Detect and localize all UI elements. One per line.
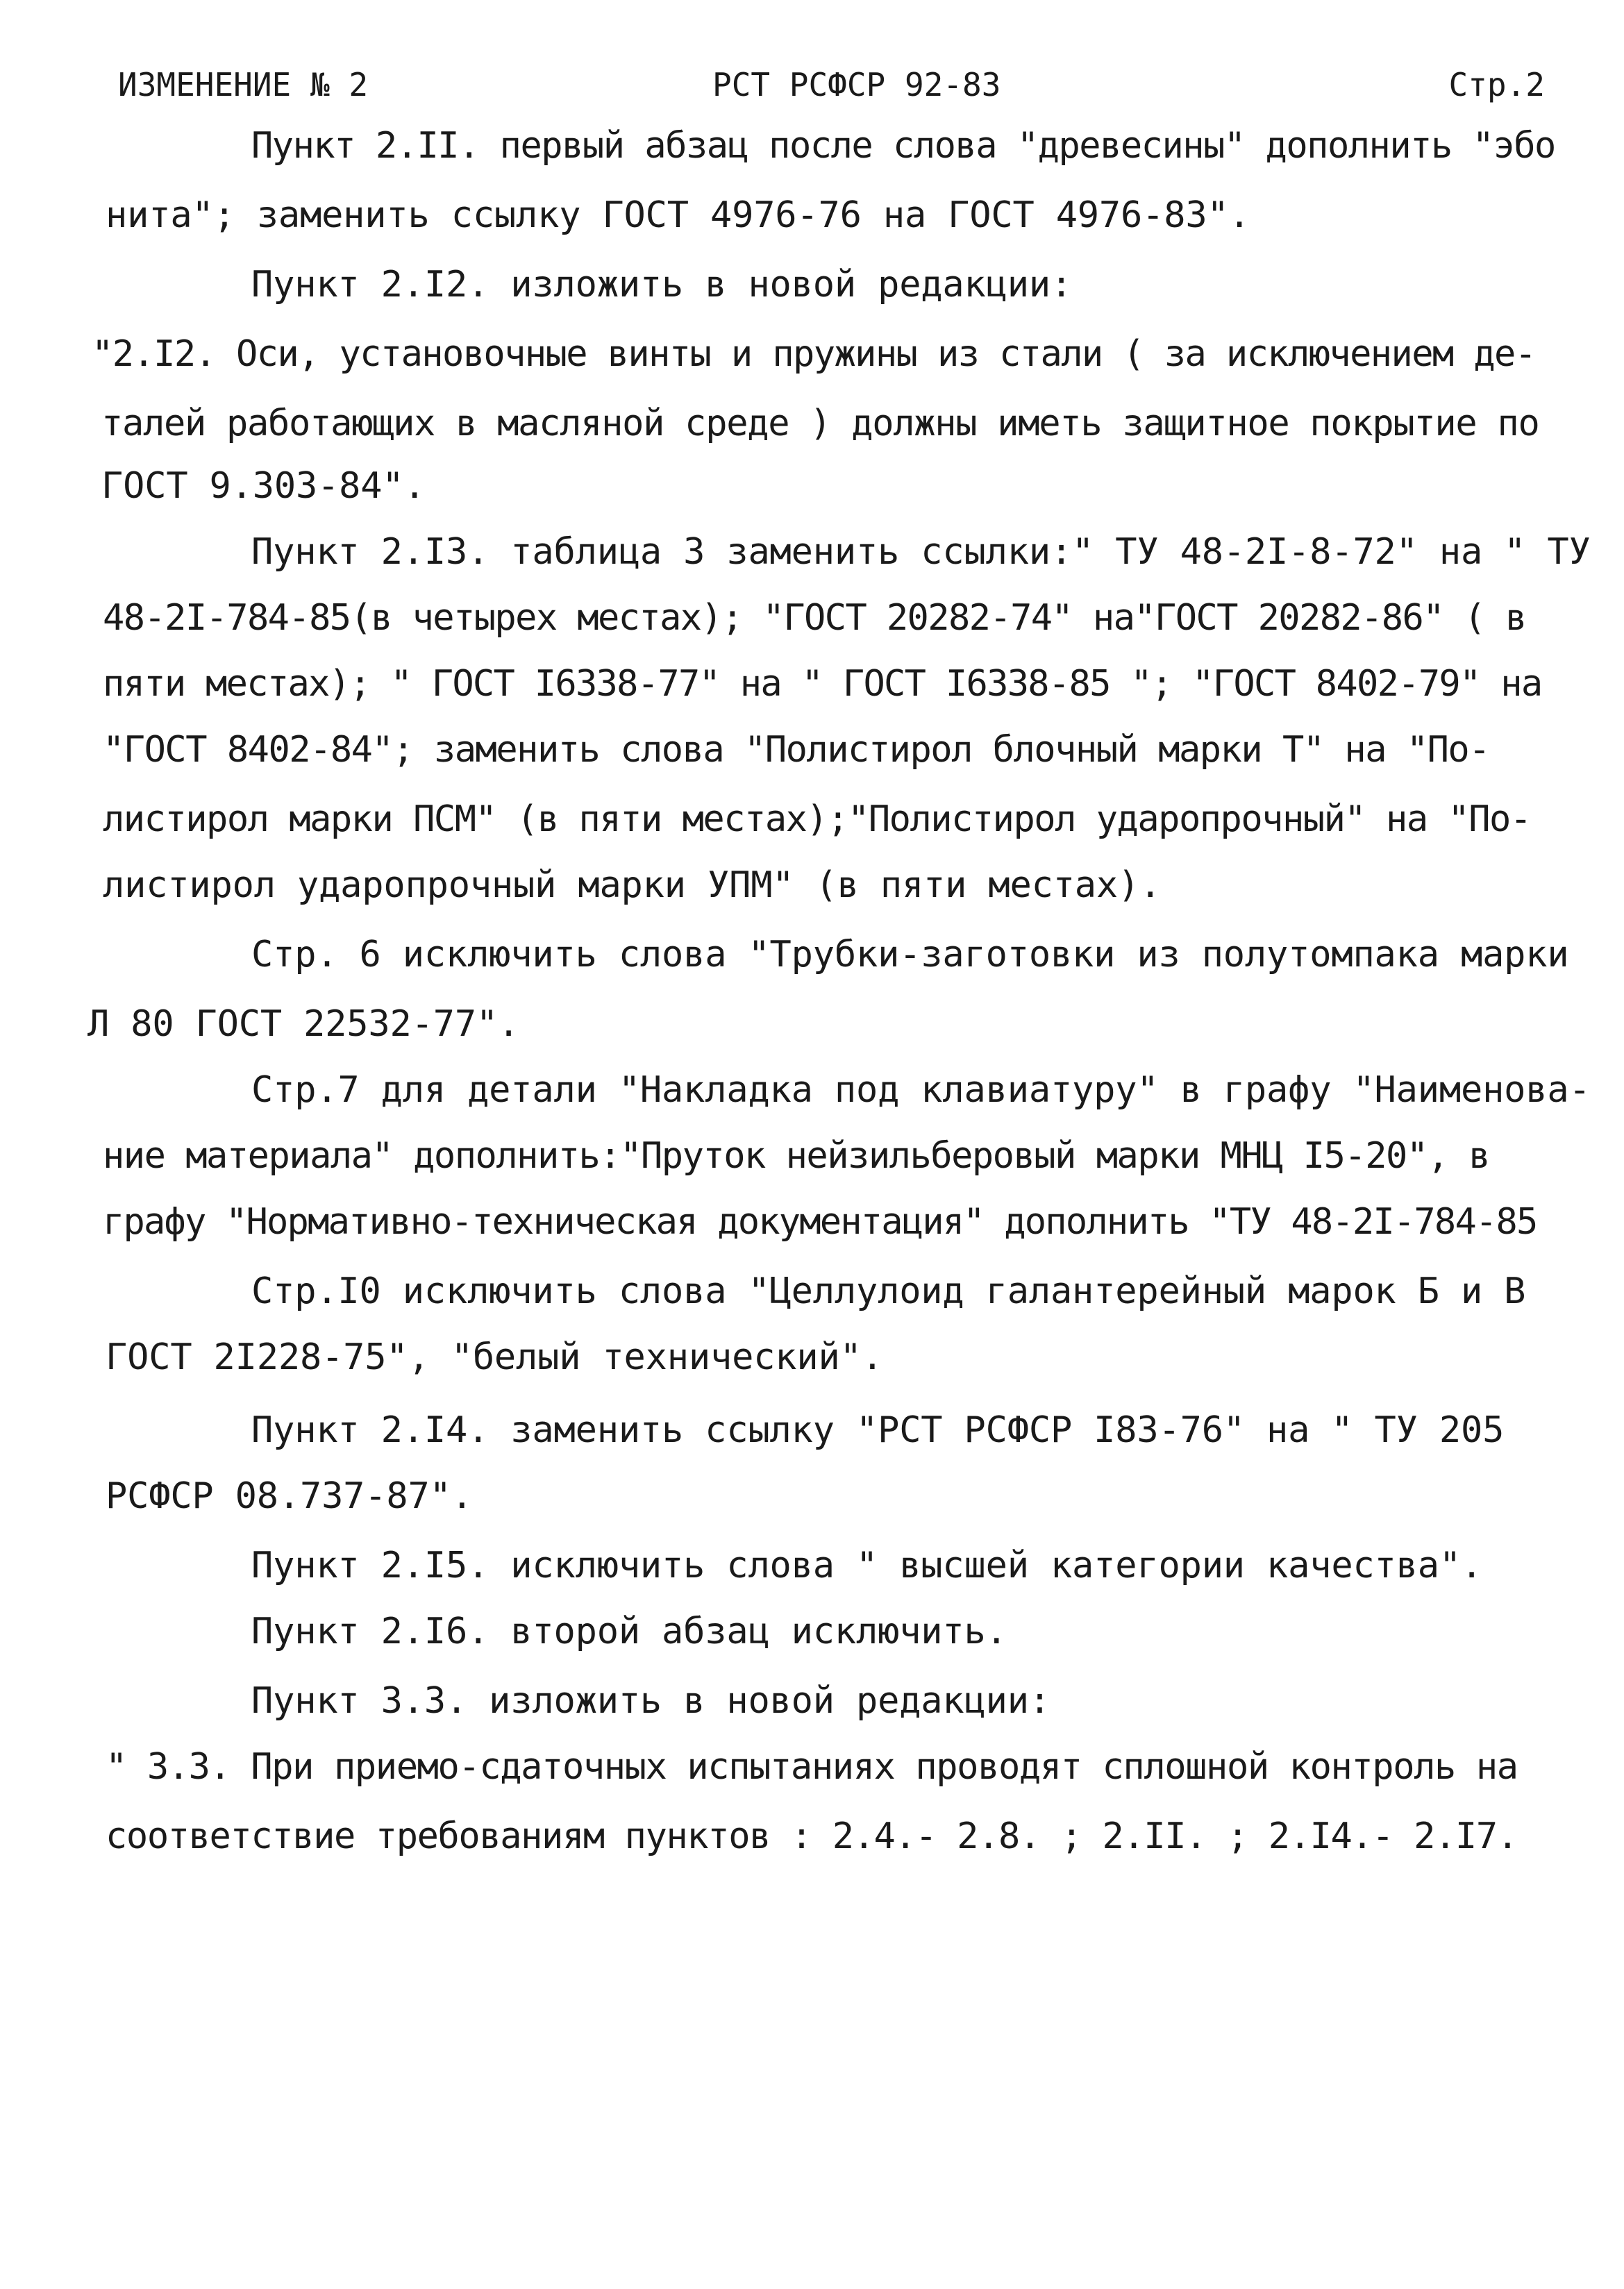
text-line: листирол марки ПСМ" (в пяти местах);"Полистирол ударопрочный" на "По-	[103, 798, 1531, 840]
text-line: " 3.3. При приемо-сдаточных испытаниях проводят сплошной контроль на	[106, 1746, 1518, 1788]
text-line: Стр.I0 исключить слова "Целлулоид галантерейный марок Б и В	[251, 1271, 1526, 1312]
text-line: графу "Нормативно-техническая документация" дополнить "ТУ 48-2I-784-85	[103, 1201, 1537, 1243]
text-line: Стр.7 для детали "Накладка под клавиатуру" в графу "Наименова-	[251, 1069, 1591, 1111]
text-line: Пункт 2.I4. заменить ссылку "РСТ РСФСР I83-76" на " ТУ 205	[251, 1409, 1505, 1451]
change-number: ИЗМЕНЕНИЕ № 2	[118, 66, 369, 103]
text-line: ние материала" дополнить:"Пруток нейзильберовый марки МНЦ I5-20", в	[103, 1135, 1490, 1177]
page-number: Стр.2	[1448, 66, 1545, 103]
text-line: Пункт 2.I6. второй абзац исключить.	[251, 1611, 1007, 1652]
text-line: нита"; заменить ссылку ГОСТ 4976-76 на ГОСТ 4976-83".	[106, 194, 1250, 236]
text-line: ГОСТ 2I228-75", "белый технический".	[106, 1336, 883, 1378]
text-line: ГОСТ 9.303-84".	[101, 465, 426, 507]
text-line: РСФСР 08.737-87".	[106, 1475, 473, 1517]
text-line: Пункт 2.I2. изложить в новой редакции:	[251, 264, 1073, 305]
text-line: 48-2I-784-85(в четырех местах); "ГОСТ 20282-74" на"ГОСТ 20282-86" ( в	[103, 597, 1526, 639]
text-line: Л 80 ГОСТ 22532-77".	[87, 1003, 520, 1045]
page-header	[118, 64, 1545, 106]
text-line: пяти местах); " ГОСТ I6338-77" на " ГОСТ I6338-85 "; "ГОСТ 8402-79" на	[103, 663, 1542, 705]
text-line: Пункт 3.3. изложить в новой редакции:	[251, 1680, 1050, 1722]
text-line: соответствие требованиям пунктов : 2.4.- 2.8. ; 2.II. ; 2.I4.- 2.I7.	[106, 1816, 1518, 1857]
text-line: Пункт 2.II. первый абзац после слова "древесины" дополнить "эбо	[251, 125, 1555, 167]
text-line: Пункт 2.I5. исключить слова " высшей категории качества".	[251, 1545, 1483, 1586]
text-line: "ГОСТ 8402-84"; заменить слова "Полистирол блочный марки Т" на "По-	[103, 729, 1490, 771]
text-line: листирол ударопрочный марки УПМ" (в пяти местах).	[103, 864, 1162, 906]
text-line: "2.I2. Оси, установочные винты и пружины из стали ( за исключением де-	[92, 333, 1536, 375]
text-line: Пункт 2.I3. таблица 3 заменить ссылки:" ТУ 48-2I-8-72" на " ТУ	[251, 531, 1591, 573]
standard-code: РСТ РСФСР 92-83	[712, 66, 1001, 103]
text-line: Стр. 6 исключить слова "Трубки-заготовки из полутомпака марки	[251, 934, 1569, 975]
text-line: талей работающих в масляной среде ) должны иметь защитное покрытие по	[101, 403, 1539, 444]
